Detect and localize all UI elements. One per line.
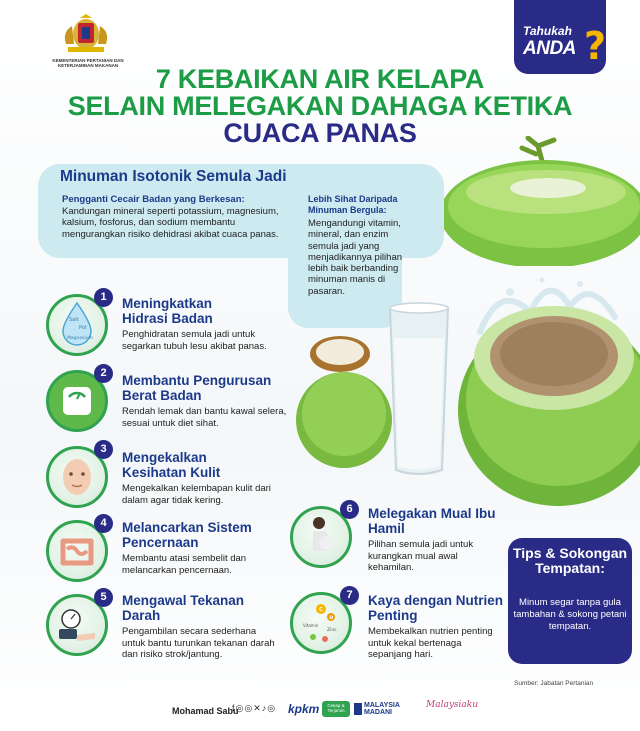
madani-logo-icon: [354, 703, 362, 715]
svg-text:Zinc: Zinc: [327, 628, 337, 633]
title-line2: SELAIN MELEGAKAN DAHAGA KETIKA: [67, 91, 573, 121]
minister-name: Mohamad Sabu: [172, 706, 239, 716]
badge-line1: Tahukah: [523, 24, 572, 38]
isotonic-left-subheading: Pengganti Cecair Badan yang Berkesan:: [62, 194, 245, 205]
ministry-name: KEMENTERIAN PERTANIAN DAN KETERJAMINAN MAKANAN: [52, 58, 124, 68]
benefit-number-4: 4: [94, 514, 113, 533]
footer-bar: [0, 694, 640, 731]
malaysiaku-logo: Malaysiaku: [426, 700, 479, 710]
page-title: [0, 66, 640, 147]
title-line3: CUACA PANAS: [223, 118, 417, 148]
benefit-number-3: 3: [94, 440, 113, 459]
benefit-text-2: Rendah lemak dan bantu kawal selera, sesuai untuk diet sihat.: [122, 406, 287, 429]
title-line1: 7 KEBAIKAN AIR KELAPA: [155, 64, 485, 94]
svg-text:Pot: Pot: [79, 325, 87, 331]
svg-text:C: C: [319, 607, 323, 613]
benefit-text-4: Membantu atasi sembelit dan melancarkan pencernaan.: [122, 553, 247, 576]
isotonic-right-text: Mengandungi vitamin, mineral, dan enzim semula jadi yang menjadikannya pilihan lebih baik berbanding minuman manis di pasaran.: [308, 218, 403, 297]
benefit-title-1: Meningkatkan Hidrasi Badan: [122, 296, 213, 326]
kpkm-logo: kpkm: [288, 702, 320, 716]
benefit-number-1: 1: [94, 288, 113, 307]
isotonic-heading: Minuman Isotonik Semula Jadi: [60, 168, 287, 185]
coconut-small-image: [294, 330, 396, 470]
malaysia-crest-logo: [58, 14, 114, 54]
benefit-title-4: Melancarkan Sistem Pencernaan: [122, 520, 252, 550]
benefit-text-5: Pengambilan secara sederhana untuk bantu turunkan tekanan darah dan risiko strok/jantung.: [122, 626, 275, 660]
benefit-number-7: 7: [340, 586, 359, 605]
glass-of-coconut-water-image: [384, 298, 454, 478]
tips-text: Minum segar tanpa gula tambahan & sokong petani tempatan.: [513, 597, 627, 632]
benefit-text-1: Penghidratan semula jadi untuk segarkan tubuh lesu akibat panas.: [122, 329, 267, 352]
tips-title: Tips & Sokongan Tempatan:: [512, 545, 628, 576]
svg-text:Vitamin: Vitamin: [303, 623, 319, 628]
benefit-title-2: Membantu Pengurusan Berat Badan: [122, 373, 272, 403]
isotonic-right-subheading: Lebih Sihat Daripada Minuman Bergula:: [308, 194, 398, 215]
benefit-number-2: 2: [94, 364, 113, 383]
benefit-title-7: Kaya dengan Nutrien Penting: [368, 593, 504, 623]
benefit-text-3: Mengekalkan kelembapan kulit dari dalam agar tidak kering.: [122, 483, 271, 506]
source-note: Sumber: Jabatan Pertanian: [514, 680, 594, 687]
madani-line1: MALAYSIA: [364, 702, 400, 709]
tahukah-anda-badge: [514, 0, 606, 74]
question-mark-icon: ?: [584, 24, 607, 68]
social-media-icons: f◎◎✕♪◎: [232, 703, 277, 713]
benefit-number-5: 5: [94, 588, 113, 607]
benefit-text-6: Pilihan semula jadi untuk kurangkan mual awal kehamilan.: [368, 539, 474, 573]
malaysia-madani-logo: [364, 702, 400, 716]
isotonic-left-text: Kandungan mineral seperti potassium, magnesium, kalsium, fosforus, dan sodium membantu mengurangkan risiko dehidrasi akibat cuaca panas.: [62, 206, 279, 240]
coconut-top-image: [436, 136, 640, 266]
benefit-title-6: Melegakan Mual Ibu Hamil: [368, 506, 496, 536]
svg-text:Salt: Salt: [69, 317, 79, 323]
madani-line2: MADANI: [364, 709, 392, 716]
coconut-open-image: [446, 280, 640, 510]
benefit-number-6: 6: [340, 500, 359, 519]
benefit-title-3: Mengekalkan Kesihatan Kulit: [122, 450, 221, 480]
benefit-text-7: Membekalkan nutrien penting untuk kekal bertenaga sepanjang hari.: [368, 626, 493, 660]
badge-line2: ANDA: [523, 38, 576, 59]
svg-text:Magnesium: Magnesium: [67, 336, 93, 341]
benefit-title-5: Mengawal Tekanan Darah: [122, 593, 245, 623]
svg-text:D: D: [329, 616, 334, 621]
cekap-terjamin-logo: Cekap & Terjamin: [322, 701, 350, 717]
